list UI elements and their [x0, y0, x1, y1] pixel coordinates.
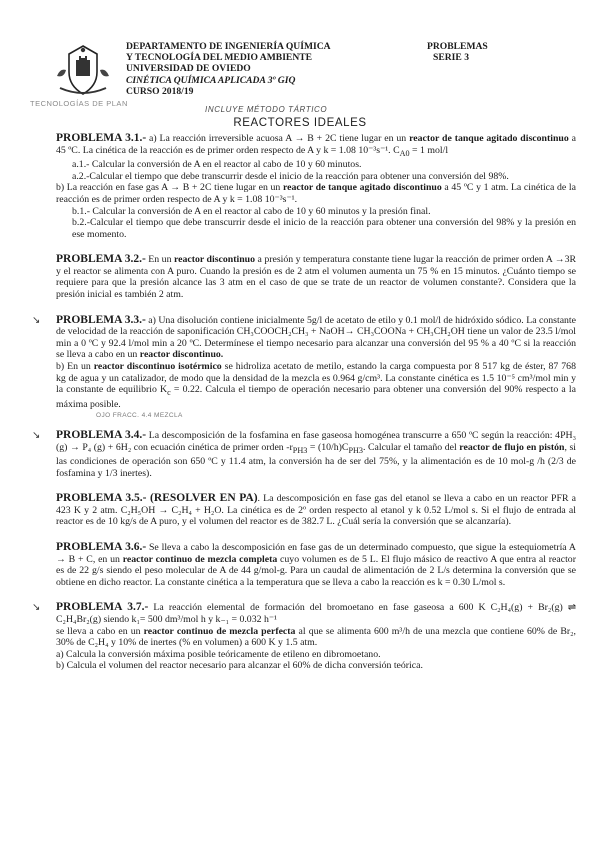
university-crest-icon [52, 42, 114, 98]
problems-label: PROBLEMAS [427, 41, 488, 52]
problem-3-2-text-b: a presión y temperatura constante tiene lugar la reacción de primer orden A →3R y el reactor se alimenta con A puro. Cuando la presión es de 2 atm el volumen aumenta un 75 % en 15 minutos. ¿Cuánto tiempo se requiere para que la presión alcance las 3 atm en el caso de que se trate de un reactor de volumen constante?. Considera que la presión inicial es también 2 atm. [56, 254, 577, 301]
problem-3-7-b: b) Calcula el volumen del reactor necesario para alcanzar el 60% de dicha conversión teórica. [56, 660, 423, 672]
problem-3-1-b-kinetics: a 45 ºC y 1 atm. La cinética de la reacción es de primer orden respecto de A y k = 1.08 10⁻³s⁻¹. [56, 182, 576, 205]
pencil-note-left: TECNOLOGÍAS DE PLAN [30, 99, 128, 108]
problem-3-5-label: PROBLEMA 3.5.- (RESOLVER EN PA) [56, 492, 258, 505]
problem-3-5-text: . La descomposición en fase gas del etanol se lleva a cabo en un reactor PFR a 423 K y 2 atm. C₂H₅OH → C₂H₄ + H₂O. La cinética es de 2º orden respecto al etanol y k 0.52 L/mol s. Si el flujo de entrada al reactor es de 10 kg/s de A puro, y el volumen del reactor es de 382.7 L. ¿Cuál sería la conversión que se alcanzaría). [56, 493, 576, 528]
problem-3-7-a: a) Calcula la conversión máxima posible teóricamente de etileno en dibromoetano. [56, 648, 381, 660]
problem-3-1-b1: b.1.- Calcular la conversión de A en el reactor al cabo de 10 y 60 minutos y la presión final. [72, 205, 431, 217]
problem-3-6-text-a: Se lleva a cabo la descomposición en fase gas de un determinado compuesto, que sigue la estequiometría A → B + C, en un [56, 542, 577, 565]
problem-3-7-feed [56, 626, 576, 649]
problem-3-3-b-reactor-type: reactor discontinuo isotérmico [93, 361, 222, 373]
problem-3-3-a [32, 313, 577, 361]
problem-3-6-reactor-type: reactor continuo de mezcla completa [122, 553, 278, 565]
university-name: UNIVERSIDAD DE OVIEDO [126, 63, 251, 75]
problem-3-2 [56, 254, 576, 300]
problem-3-1-a [56, 133, 576, 159]
problem-3-6-text-b: cuyo volumen es de 5 L. El flujo másico de reactivo A que entra al reactor es de 22 g/s siendo el peso molecular de A de 44 g/mol-g. Para un caudal de alimentación de 2 L/s determina la conversión que se obtiene en dicho reactor. La constante cinética a la temperatura que se lleva a cabo la reacción es k = 0.30 L/mol s. [56, 553, 576, 588]
problem-3-6 [56, 542, 576, 588]
problem-3-3-b-end: = 0.22. Calcula el tiempo de operación necesario para obtener una conversión del 90% respecto a la máxima posible. [56, 384, 576, 410]
department-header [126, 41, 446, 97]
problem-3-7-label: PROBLEMA 3.7.- [56, 601, 149, 614]
problem-3-4-label: PROBLEMA 3.4.- [56, 428, 147, 441]
problem-3-7-reactor-type: reactor continuo de mezcla perfecta [143, 625, 296, 637]
problem-3-4-text-b: . Calcular el tamaño del [362, 441, 460, 453]
problem-3-7-text-a: La reacción elemental de formación del bromoetano en fase gaseosa a 600 K C₂H₄(g) + Br₂(g) ⇌ C₂H₄Br₂(g) siendo k₁= 500 dm³/mol h y k₋₁ = 0.032 h⁻¹ [56, 602, 577, 626]
problem-3-2-text-a: En un [145, 254, 174, 266]
problem-list [32, 132, 577, 672]
problem-3-6-label: PROBLEMA 3.6.- [56, 541, 147, 554]
problem-3-1-text: a) La reacción irreversible acuosa A → B + 2C tiene lugar en un [146, 133, 410, 144]
pencil-note-3-3: OJO FRACC. 4.4 MEZCLA [96, 412, 183, 420]
problem-3-1-kinetics: a 45 ºC. La cinética de la reacción es de primer orden respecto de A y k = 1.08 10⁻³s⁻¹. C [56, 133, 576, 156]
problem-3-3-b-text: b) En un [56, 361, 94, 373]
problem-3-3-label: PROBLEMA 3.3.- [56, 313, 146, 326]
problem-3-2-reactor-type: reactor discontinuo [173, 254, 256, 266]
problem-3-7-text-c: al que se alimenta 600 m³/h de una mezcla que contiene 60% de Br₂, 30% de C₂H₄ y 10% de inertes (% en volumen) a 600 K y 1.5 atm. [56, 625, 577, 649]
problem-3-1-concentration: = 1 mol/l [409, 144, 449, 156]
problem-3-3-sub: c [167, 388, 171, 398]
problem-3-1-a1: a.1.- Calcular la conversión de A en el reactor al cabo de 10 y 60 minutos. [72, 159, 362, 171]
problem-3-4-rate: = (10/h)C [307, 441, 349, 453]
problem-3-7 [32, 601, 577, 626]
problem-3-1-sub: A0 [399, 148, 410, 158]
department-line-2: Y TECNOLOGÍA DEL MEDIO AMBIENTE [126, 52, 313, 64]
problem-3-4-sub-2: PH3 [348, 445, 363, 455]
problem-3-3-text-a: a) Una disolución contiene inicialmente 5g/l de acetato de etilo y 0.1 mol/l de hidróxido sódico. La constante de velocidad de la reacción de saponificación CH₃COOCH₂CH₃ + NaOH→ CH₃COONa + CH₃CH₂OH tiene un valor de 23.5 l/mol min a 0 ºC y 92.4 l/mol min a 20 ºC. Determínese el tiempo necesario para alcanzar una conversión del 95 % a 40 ºC si la reacción se lleva a cabo en un [56, 314, 577, 361]
problem-3-4-text-c: , si las condiciones de operación son 650 ºC y 11.4 atm, la conversión ha de ser del 75%, y la alimentación es de 10 mol-g /h (2/3 de fosfamina y 1/3 inertes). [56, 441, 576, 479]
problem-3-4-text-a: La descomposición de la fosfamina en fase gaseosa homogénea transcurre a 650 ºC según la reacción: 4PH₃ (g) → P₄ (g) + 6H₂ con ecuación cinética de primer orden -r [56, 429, 577, 453]
problem-3-4-reactor-type: reactor de flujo en pistón [459, 441, 565, 453]
checkmark-icon: ↘ [32, 314, 41, 326]
problem-3-3-b [56, 361, 576, 410]
problem-3-4-sub-1: PH3 [292, 445, 308, 455]
department-line-1: DEPARTAMENTO DE INGENIERÍA QUÍMICA [126, 41, 331, 52]
problem-3-1-b-text: b) La reacción en fase gas A → B + 2C tiene lugar en un [56, 182, 283, 194]
course-name: CINÉTICA QUÍMICA APLICADA 3º GIQ [126, 74, 296, 86]
course-year: CURSO 2018/19 [126, 85, 194, 97]
checkmark-icon: ↘ [32, 602, 41, 614]
problem-3-3-reactor-type: reactor discontinuo. [139, 349, 224, 361]
series-label: SERIE 3 [433, 52, 469, 64]
page-title: REACTORES IDEALES [233, 117, 367, 129]
series-header [427, 41, 527, 63]
problem-3-1-b2: b.2.-Calcular el tiempo que debe transcurrir desde el inicio de la reacción para obtener una conversión del 98% y la presión en ese momento. [72, 217, 576, 240]
problem-3-1-b [56, 182, 576, 205]
problem-3-4 [32, 428, 577, 479]
problem-3-1-b-reactor-type: reactor de tanque agitado discontinuo [282, 182, 442, 194]
problem-3-1-reactor-type: reactor de tanque agitado discontinuo [409, 133, 569, 144]
handwritten-note-top: INCLUYE MÉTODO TÁRTICO [205, 105, 328, 114]
problem-3-5 [56, 493, 576, 528]
problem-3-3-b-details: se hidroliza acetato de metilo, estando la carga compuesta por 8 517 kg de éster, 87 768 kg de agua y un catalizador, de modo que la densidad de la mezcla es 0.964 g/cm³. La constante cinética es 1.5 10⁻⁵ cm³/mol min y la constante de equilibrio K [56, 361, 576, 396]
problem-3-1-label: PROBLEMA 3.1.- [56, 132, 147, 144]
problem-3-7-text-b: se lleva a cabo en un [56, 625, 144, 637]
problem-3-1-a2: a.2.-Calcular el tiempo que debe transcurrir desde el inicio de la reacción para obtener una conversión del 98%. [72, 170, 509, 182]
checkmark-icon: ↘ [32, 429, 41, 441]
problem-3-2-label: PROBLEMA 3.2.- [56, 253, 146, 266]
